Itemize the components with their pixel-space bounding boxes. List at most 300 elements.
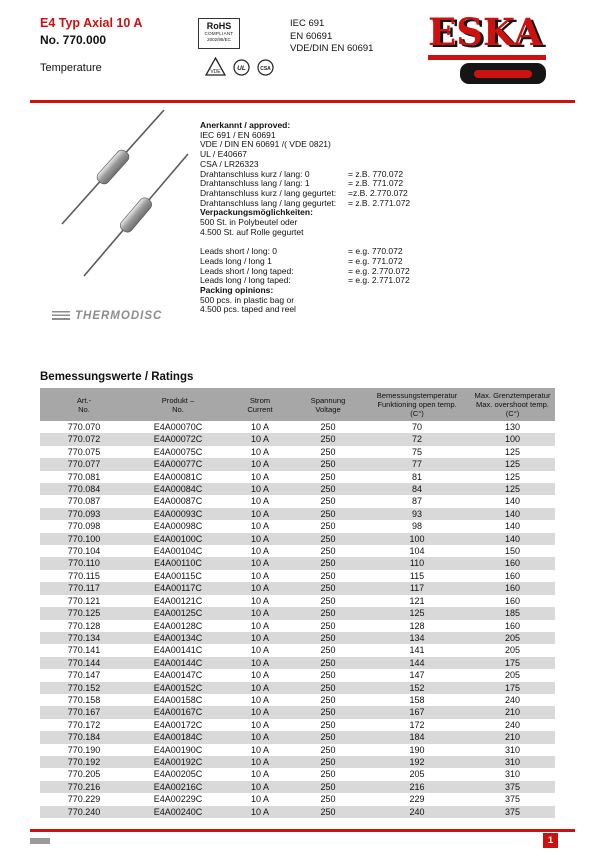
table-cell: 10 A: [250, 446, 270, 457]
table-cell: 10 A: [250, 508, 270, 519]
table-cell: 250: [320, 670, 336, 681]
table-cell: 770.144: [67, 657, 101, 668]
table-cell: E4A00141C: [153, 645, 203, 656]
table-cell: 10 A: [250, 434, 270, 445]
footer-mark: [30, 838, 50, 844]
table-cell: 125: [504, 459, 521, 470]
fuse-leads: [62, 110, 188, 276]
table-row: [40, 471, 555, 483]
table-cell: 770.192: [67, 756, 101, 767]
approved-line-label: 4.500 St. auf Rolle gegurtet: [200, 226, 304, 237]
table-cell: 141: [409, 645, 425, 656]
table-cell: 134: [409, 632, 425, 643]
table-cell: E4A00172C: [153, 719, 203, 730]
table-cell: 152: [409, 682, 425, 693]
table-cell: 160: [504, 583, 521, 594]
column-header: Strom Current: [228, 388, 292, 421]
table-cell: E4A00115C: [154, 570, 202, 581]
table-cell: E4A00229C: [153, 794, 203, 805]
approved-line-value: [348, 296, 490, 306]
approved-line: [200, 228, 490, 238]
table-cell: 210: [504, 732, 521, 743]
eska-logo-text: ESKA: [428, 10, 543, 54]
table-cell: 190: [409, 744, 425, 755]
table-cell: 130: [504, 422, 521, 432]
table-cell: 115: [409, 570, 425, 581]
table-cell: 100: [504, 434, 521, 445]
column-header: Spannung Voltage: [292, 388, 364, 421]
table-row: [40, 458, 555, 470]
table-cell: 185: [504, 608, 521, 619]
rohs-badge: [198, 18, 240, 49]
table-row: [40, 793, 555, 805]
table-row: [40, 756, 555, 768]
table-cell: 205: [504, 645, 521, 656]
table-cell: 125: [504, 446, 521, 457]
table-cell: E4A00167C: [153, 707, 203, 718]
table-cell: 10 A: [250, 769, 270, 780]
table-row: [40, 694, 555, 706]
table-cell: 10 A: [250, 744, 270, 755]
table-cell: 250: [320, 756, 336, 767]
table-row: [40, 669, 555, 681]
table-cell: 205: [409, 769, 425, 780]
table-cell: 250: [320, 732, 336, 743]
table-cell: 93: [411, 508, 422, 519]
certification-marks: [205, 57, 274, 76]
table-cell: E4A00075C: [153, 446, 203, 457]
top-rule: [30, 100, 575, 103]
table-cell: E4A00121C: [153, 595, 203, 606]
table-cell: 10 A: [250, 806, 270, 817]
table-cell: 10 A: [250, 794, 270, 805]
table-cell: 172: [409, 719, 425, 730]
table-cell: 240: [504, 694, 521, 705]
table-cell: 770.125: [67, 608, 101, 619]
table-cell: 229: [409, 794, 425, 805]
table-row: [40, 682, 555, 694]
table-cell: 77: [411, 459, 422, 470]
table-cell: 160: [504, 570, 521, 581]
bottom-rule: [30, 829, 575, 832]
table-cell: 128: [409, 620, 425, 631]
table-cell: 770.072: [67, 434, 101, 445]
table-cell: 250: [320, 459, 336, 470]
table-cell: 250: [320, 781, 336, 792]
approved-line-label: Leads short / long: 0: [200, 246, 278, 257]
table-cell: 770.081: [67, 471, 101, 482]
table-cell: 10 A: [250, 732, 270, 743]
table-cell: 375: [504, 794, 521, 805]
table-cell: 250: [320, 794, 336, 805]
table-row: [40, 806, 555, 818]
table-row: [40, 520, 555, 532]
column-header: Art.- No.: [40, 388, 128, 421]
table-cell: E4A00125C: [153, 608, 203, 619]
table-cell: 10 A: [250, 756, 270, 767]
svg-text:VDE: VDE: [210, 69, 221, 75]
table-cell: 250: [320, 533, 336, 544]
table-cell: E4A00077C: [153, 459, 203, 470]
approved-line-value: =z.B. 2.770.072: [348, 187, 408, 198]
table-cell: 87: [411, 496, 422, 507]
table-cell: 104: [409, 546, 425, 557]
table-cell: 158: [409, 694, 425, 705]
table-cell: 250: [320, 583, 336, 594]
table-cell: E4A00093C: [153, 508, 203, 519]
table-cell: 110: [409, 558, 425, 569]
table-cell: 121: [409, 595, 425, 606]
approved-line-value: [348, 218, 490, 228]
thermodisc-lines-icon: [52, 311, 70, 322]
table-cell: 770.093: [67, 508, 101, 519]
table-cell: 240: [409, 806, 425, 817]
table-cell: 160: [504, 558, 521, 569]
table-cell: 770.115: [68, 570, 100, 581]
standards-list: [290, 18, 373, 56]
table-cell: 770.077: [67, 459, 101, 470]
table-cell: 250: [320, 570, 336, 581]
table-row: [40, 744, 555, 756]
table-row: [40, 768, 555, 780]
product-photo-fuses: [46, 106, 201, 298]
table-cell: 81: [411, 471, 422, 482]
table-cell: 10 A: [250, 694, 270, 705]
table-cell: 144: [409, 657, 425, 668]
table-cell: 210: [504, 707, 521, 718]
table-row: [40, 421, 555, 433]
fuse-body-1: [95, 148, 131, 186]
table-cell: 250: [320, 546, 336, 557]
rohs-compliant-label: COMPLIANT: [204, 31, 234, 36]
approved-line-label: 500 St. in Polybeutel oder: [200, 217, 298, 228]
table-cell: 10 A: [250, 496, 270, 507]
table-cell: 770.205: [67, 769, 101, 780]
table-cell: 250: [320, 682, 336, 693]
table-cell: 250: [320, 719, 336, 730]
table-cell: 205: [504, 670, 521, 681]
table-row: [40, 595, 555, 607]
table-cell: 98: [411, 521, 422, 532]
approved-line-value: [348, 131, 490, 141]
eska-logo-box-bar: [474, 70, 532, 78]
page-number-badge: 1: [543, 833, 558, 848]
table-cell: E4A00070C: [153, 422, 203, 432]
approved-line-value: = z.B. 770.072: [348, 168, 404, 179]
approved-line-value: [348, 286, 490, 296]
ratings-header-row: [40, 388, 555, 421]
svg-text:CSA: CSA: [260, 65, 271, 72]
table-row: [40, 508, 555, 520]
table-cell: 10 A: [250, 533, 270, 544]
table-row: [40, 644, 555, 656]
table-cell: 250: [320, 558, 336, 569]
table-cell: 184: [409, 732, 425, 743]
document-number: No. 770.000: [40, 33, 107, 47]
table-cell: E4A00152C: [153, 682, 203, 693]
approved-block: [200, 121, 490, 315]
table-cell: 140: [504, 508, 521, 519]
approved-line-label: Drahtanschluss kurz / lang: 0: [200, 168, 310, 179]
table-cell: 175: [504, 657, 521, 668]
ratings-table: [40, 388, 555, 818]
table-cell: 250: [320, 595, 336, 606]
table-cell: 175: [504, 682, 521, 693]
table-cell: 10 A: [250, 583, 270, 594]
approved-line-label: IEC 691 / EN 60691: [200, 129, 276, 140]
table-cell: 10 A: [250, 459, 270, 470]
approved-line-label: VDE / DIN EN 60691 /( VDE 0821): [200, 139, 331, 150]
table-cell: 10 A: [250, 521, 270, 532]
table-cell: 140: [504, 496, 521, 507]
table-cell: 10 A: [250, 558, 270, 569]
table-cell: 250: [320, 769, 336, 780]
approved-line-value: [348, 208, 490, 218]
table-cell: 250: [320, 645, 336, 656]
table-cell: 770.075: [67, 446, 101, 457]
table-cell: 10 A: [250, 707, 270, 718]
table-cell: 770.229: [67, 794, 101, 805]
approved-line-label: Anerkannt / approved:: [200, 120, 291, 130]
table-row: [40, 731, 555, 743]
page-title: E4 Typ Axial 10 A: [40, 16, 143, 30]
eska-logo-bar: [428, 55, 546, 60]
approved-line: [200, 305, 490, 315]
table-cell: 770.128: [67, 620, 101, 631]
table-cell: 310: [504, 756, 521, 767]
approved-line-label: Packing opinions:: [200, 284, 274, 295]
table-cell: 10 A: [250, 632, 270, 643]
rohs-directive-label: 2002/95/EC: [207, 37, 231, 42]
table-cell: 770.110: [68, 558, 100, 569]
approved-line-label: Verpackungsmöglichkeiten:: [200, 207, 313, 218]
table-cell: 250: [320, 806, 336, 817]
approved-line-value: [348, 305, 490, 315]
table-row: [40, 433, 555, 445]
table-cell: 147: [409, 670, 425, 681]
table-cell: 770.147: [67, 670, 101, 681]
table-cell: E4A00144C: [153, 657, 203, 668]
table-row: [40, 582, 555, 594]
table-row: [40, 557, 555, 569]
table-cell: E4A00158C: [153, 694, 203, 705]
table-cell: 375: [504, 806, 521, 817]
table-cell: 10 A: [250, 682, 270, 693]
table-cell: 770.100: [67, 533, 101, 544]
table-cell: 240: [504, 719, 521, 730]
table-cell: 10 A: [250, 484, 270, 495]
table-cell: 770.184: [67, 732, 101, 743]
table-cell: E4A00128C: [153, 620, 203, 631]
table-cell: 10 A: [250, 719, 270, 730]
table-cell: 250: [320, 694, 336, 705]
approved-line-value: [348, 121, 490, 131]
table-cell: 250: [320, 446, 336, 457]
table-cell: E4A00081C: [153, 471, 203, 482]
table-cell: 10 A: [250, 620, 270, 631]
csa-mark-icon: [257, 59, 274, 76]
table-cell: E4A00184C: [153, 732, 203, 743]
approved-line-label: Drahtanschluss kurz / lang gegurtet:: [200, 187, 337, 198]
table-cell: E4A00110C: [154, 558, 202, 569]
column-header: Produkt – No.: [128, 388, 228, 421]
table-row: [40, 570, 555, 582]
table-cell: E4A00216C: [153, 781, 203, 792]
column-header: Max. Grenztemperatur Max. overshoot temp. (C°): [470, 388, 555, 421]
table-cell: E4A00117C: [154, 583, 202, 594]
table-cell: E4A00100C: [153, 533, 203, 544]
approved-line-label: Leads long / long taped:: [200, 275, 291, 286]
table-cell: 250: [320, 707, 336, 718]
table-cell: 770.117: [68, 583, 100, 594]
table-cell: E4A00240C: [153, 806, 203, 817]
table-row: [40, 483, 555, 495]
approved-line-value: [348, 228, 490, 238]
table-cell: 10 A: [250, 781, 270, 792]
table-cell: 75: [411, 446, 422, 457]
approved-line-label: Leads short / long taped:: [200, 265, 294, 276]
table-cell: 770.158: [67, 694, 101, 705]
table-cell: E4A00072C: [153, 434, 203, 445]
approved-line-label: Drahtanschluss lang / lang gegurtet:: [200, 197, 337, 208]
table-cell: 150: [504, 546, 521, 557]
approved-line-label: 500 pcs. in plastic bag or: [200, 294, 295, 305]
table-cell: 770.134: [67, 632, 101, 643]
approved-line-label: CSA / LR26323: [200, 158, 259, 169]
approved-line-label: 4.500 pcs. taped and reel: [200, 304, 296, 315]
table-row: [40, 607, 555, 619]
approved-line-value: = e.g. 2.770.072: [348, 265, 410, 276]
table-cell: E4A00084C: [153, 484, 203, 495]
table-cell: 250: [320, 620, 336, 631]
table-cell: 250: [320, 471, 336, 482]
approved-line-value: = e.g. 771.072: [348, 255, 403, 266]
table-cell: 250: [320, 632, 336, 643]
table-cell: 770.104: [67, 546, 101, 557]
eska-logo: [428, 12, 550, 84]
table-row: [40, 706, 555, 718]
rohs-label: RoHS: [206, 21, 232, 31]
table-cell: 10 A: [250, 645, 270, 656]
ul-mark-icon: [233, 59, 250, 76]
table-cell: E4A00205C: [153, 769, 203, 780]
table-cell: 10 A: [250, 546, 270, 557]
table-cell: 770.240: [67, 806, 101, 817]
table-cell: E4A00134C: [153, 632, 203, 643]
table-cell: 770.098: [67, 521, 101, 532]
table-cell: 10 A: [250, 570, 270, 581]
approved-line-label: Drahtanschluss lang / lang: 1: [200, 178, 310, 189]
table-row: [40, 620, 555, 632]
table-cell: 250: [320, 496, 336, 507]
approved-line-value: = z.B. 2.771.072: [348, 197, 411, 208]
table-cell: E4A00087C: [153, 496, 203, 507]
ratings-title: Bemessungswerte / Ratings: [40, 371, 194, 383]
table-cell: 10 A: [250, 608, 270, 619]
vde-triangle-icon: [205, 57, 226, 76]
table-cell: 216: [409, 781, 425, 792]
table-cell: E4A00104C: [153, 546, 203, 557]
table-cell: 205: [504, 632, 521, 643]
table-row: [40, 632, 555, 644]
standard-iec: IEC 691: [290, 18, 325, 29]
approved-line-value: [348, 140, 490, 150]
table-cell: E4A00192C: [153, 756, 203, 767]
table-cell: 10 A: [250, 422, 270, 432]
table-cell: 770.141: [67, 645, 101, 656]
table-row: [40, 495, 555, 507]
table-cell: E4A00147C: [153, 670, 203, 681]
page-subtitle: Temperature: [40, 62, 102, 74]
standard-en: EN 60691: [290, 30, 333, 42]
approved-line-label: Leads long / long 1: [200, 255, 272, 266]
table-cell: 310: [504, 744, 521, 755]
thermodisc-logo-text: THERMODISC: [75, 310, 163, 322]
table-row: [40, 446, 555, 458]
table-cell: 375: [504, 781, 521, 792]
table-cell: 250: [320, 744, 336, 755]
table-row: [40, 545, 555, 557]
ratings-table-body: [40, 421, 555, 818]
table-cell: 770.152: [67, 682, 101, 693]
table-cell: 770.084: [67, 484, 101, 495]
table-cell: 140: [504, 533, 521, 544]
table-row: [40, 719, 555, 731]
fuse-body-2: [118, 196, 154, 235]
approved-line-value: = e.g. 2.771.072: [348, 275, 410, 286]
approved-line-value: = z.B. 771.072: [348, 178, 404, 189]
table-cell: 84: [411, 484, 422, 495]
approved-line-value: = e.g. 770.072: [348, 246, 403, 257]
table-cell: E4A00098C: [153, 521, 203, 532]
table-cell: 160: [504, 620, 521, 631]
table-cell: E4A00190C: [153, 744, 203, 755]
table-cell: 770.121: [67, 595, 101, 606]
svg-text:UL: UL: [237, 65, 246, 72]
table-cell: 250: [320, 484, 336, 495]
standard-vde: VDE/DIN EN 60691: [290, 43, 374, 54]
table-cell: 72: [411, 434, 422, 445]
table-cell: 250: [320, 608, 336, 619]
table-cell: 125: [409, 608, 425, 619]
table-cell: 70: [411, 422, 422, 432]
table-cell: 250: [320, 657, 336, 668]
table-row: [40, 533, 555, 545]
table-cell: 770.190: [67, 744, 101, 755]
approved-line-value: [348, 150, 490, 160]
table-cell: 770.172: [67, 719, 101, 730]
table-cell: 770.070: [67, 422, 101, 432]
table-cell: 167: [409, 707, 425, 718]
table-row: [40, 781, 555, 793]
table-cell: 160: [504, 595, 521, 606]
table-cell: 117: [409, 583, 425, 594]
approved-line-label: UL / E40667: [200, 149, 247, 160]
column-header: Bemessungstemperatur Funktioning open temp. (C°): [364, 388, 470, 421]
table-cell: 100: [409, 533, 425, 544]
table-cell: 310: [504, 769, 521, 780]
table-cell: 770.087: [67, 496, 101, 507]
table-cell: 250: [320, 434, 336, 445]
table-cell: 10 A: [250, 595, 270, 606]
table-cell: 10 A: [250, 471, 270, 482]
table-cell: 10 A: [250, 657, 270, 668]
table-cell: 125: [504, 484, 521, 495]
eska-logo-box: [460, 63, 546, 84]
thermodisc-logo: [52, 310, 162, 322]
table-row: [40, 657, 555, 669]
table-cell: 250: [320, 508, 336, 519]
